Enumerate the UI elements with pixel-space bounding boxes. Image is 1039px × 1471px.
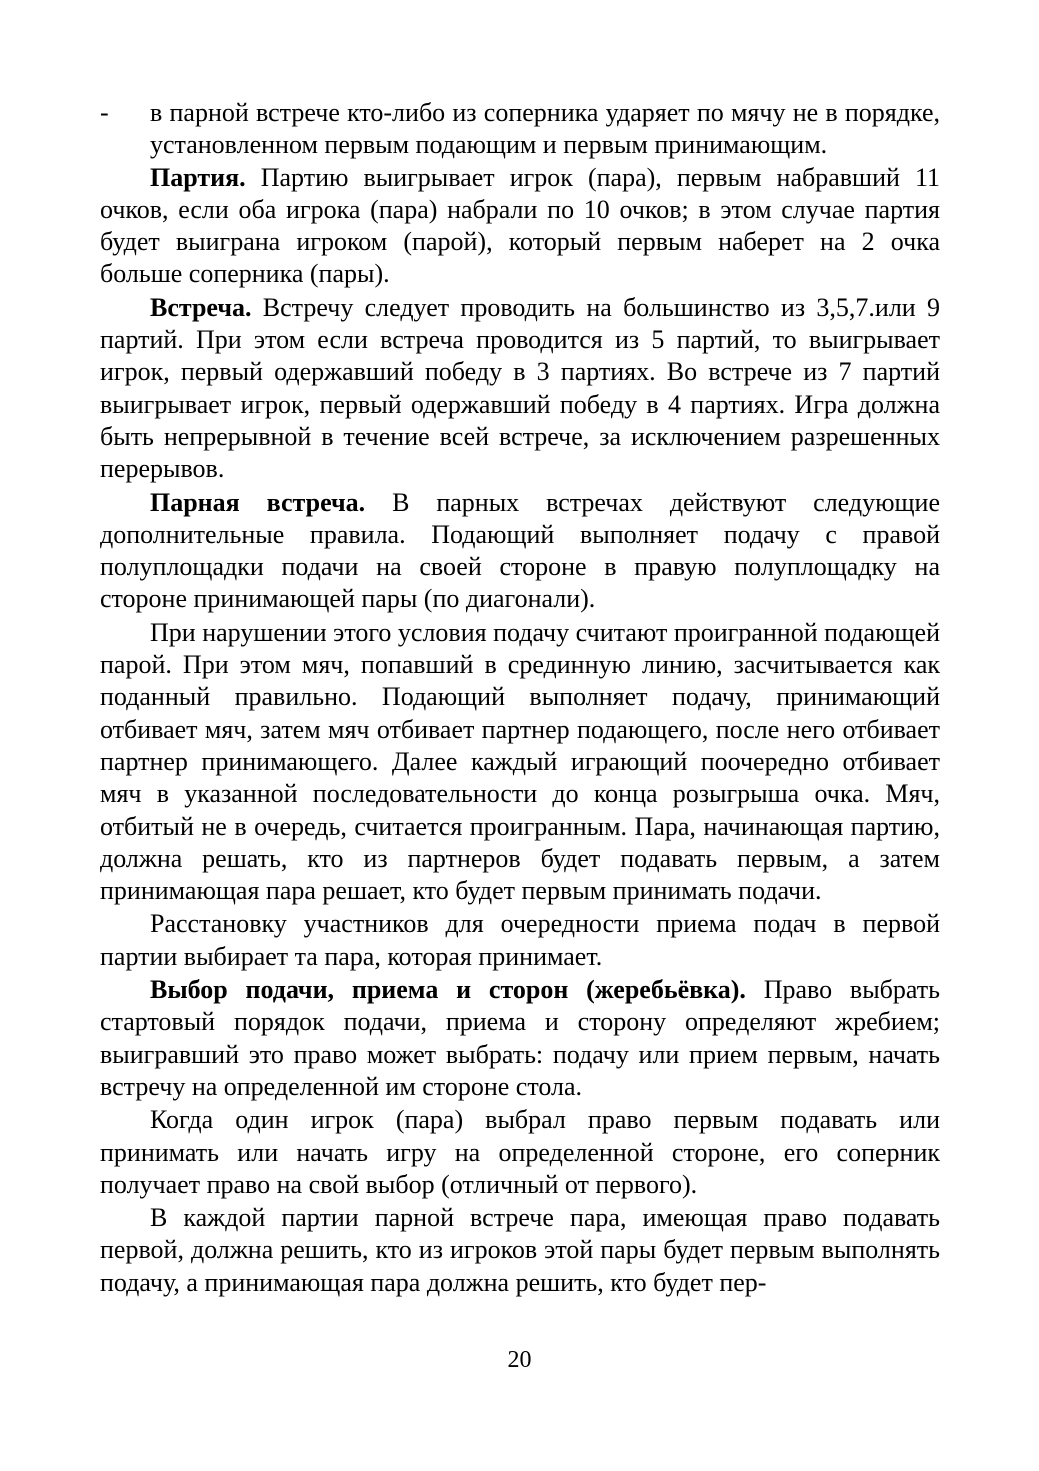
paragraph-narushenie (100, 617, 940, 908)
document-page (100, 97, 940, 1300)
paragraph-term: Партия. (150, 162, 246, 192)
paragraph-term: Парная встреча. (150, 487, 366, 517)
bullet-text: в парной встрече кто-либо из соперника ударяет по мячу не в порядке, установленном первым подающим и первым принимающим. (150, 98, 940, 160)
paragraph-v-kazhdoy-partii (100, 1202, 940, 1299)
paragraph-text: Встречу следует проводить на большинство из 3,5,7.или 9 партий. При этом если встреча проводится из 5 партий, то выигрывает игрок, первый одержавший победу в 3 партиях. Во встрече из 7 партий выигрывает игрок, первый одержавший победу в 4 партиях. Игра должна быть непрерывной в течение всей встрече, за исключением разрешенных перерывов. (100, 292, 940, 484)
paragraph-text: Партию выигрывает игрок (пара), первым набравший 11 очков, если оба игрока (пара) набрали по 10 очков; в этом случае партия будет выиграна игроком (парой), который первым наберет на 2 очка больше соперника (пары). (100, 162, 940, 289)
paragraph-rasstanovka (100, 908, 940, 973)
paragraph-text: При нарушении этого условия подачу считают проигранной подающей парой. При этом мяч, попавший в срединную линию, засчитывается как поданный правильно. Подающий выполняет подачу, принимающий отбивает мяч, затем мяч отбивает партнер подающего, после него отбивает партнер принимающего. Далее каждый играющий поочередно отбивает мяч в указанной последовательности до конца розыгрыша очка. Мяч, отбитый не в очередь, считается проигранным. Пара, начинающая партию, должна решать, кто из партнеров будет подавать первым, а затем принимающая пара решает, кто будет первым принимать подачи. (100, 617, 940, 906)
paragraph-term: Выбор подачи, приема и сторон (жеребьёвка). (150, 975, 746, 1005)
paragraph-text: Право выбрать стартовый порядок подачи, приема и сторону определяют жребием; выигравший это право может выбрать: подачу или прием первым, начать встречу на определенной им стороне стола. (100, 975, 940, 1101)
paragraph-kogda-odin-igrok (100, 1104, 940, 1201)
paragraph-partiya (100, 162, 940, 291)
paragraph-term: Встреча. (150, 292, 252, 322)
paragraph-vstrecha (100, 292, 940, 486)
paragraph-vybor-podachi (100, 974, 940, 1103)
bullet-item (100, 97, 940, 162)
paragraph-text: В каждой партии парной встрече пара, имеющая право подавать первой, должна решить, кто из игроков этой пары будет первым выполнять подачу, а принимающая пара должна решить, кто будет пер- (100, 1203, 940, 1297)
paragraph-text: Расстановку участников для очередности приема подач в первой партии выбирает та пара, которая принимает. (100, 909, 940, 971)
paragraph-text: В парных встречах действуют следующие дополнительные правила. Подающий выполняет подачу с правой полуплощадки подачи на своей стороне в правую полуплощадку на стороне принимающей пары (по диагонали). (100, 487, 940, 614)
paragraph-parnaya-vstrecha (100, 487, 940, 616)
page-number: 20 (507, 1347, 532, 1373)
paragraph-text: Когда один игрок (пара) выбрал право первым подавать или принимать или начать игру на определенной стороне, его соперник получает право на свой выбор (отличный от первого). (100, 1105, 940, 1199)
bullet-marker: - (100, 98, 109, 127)
